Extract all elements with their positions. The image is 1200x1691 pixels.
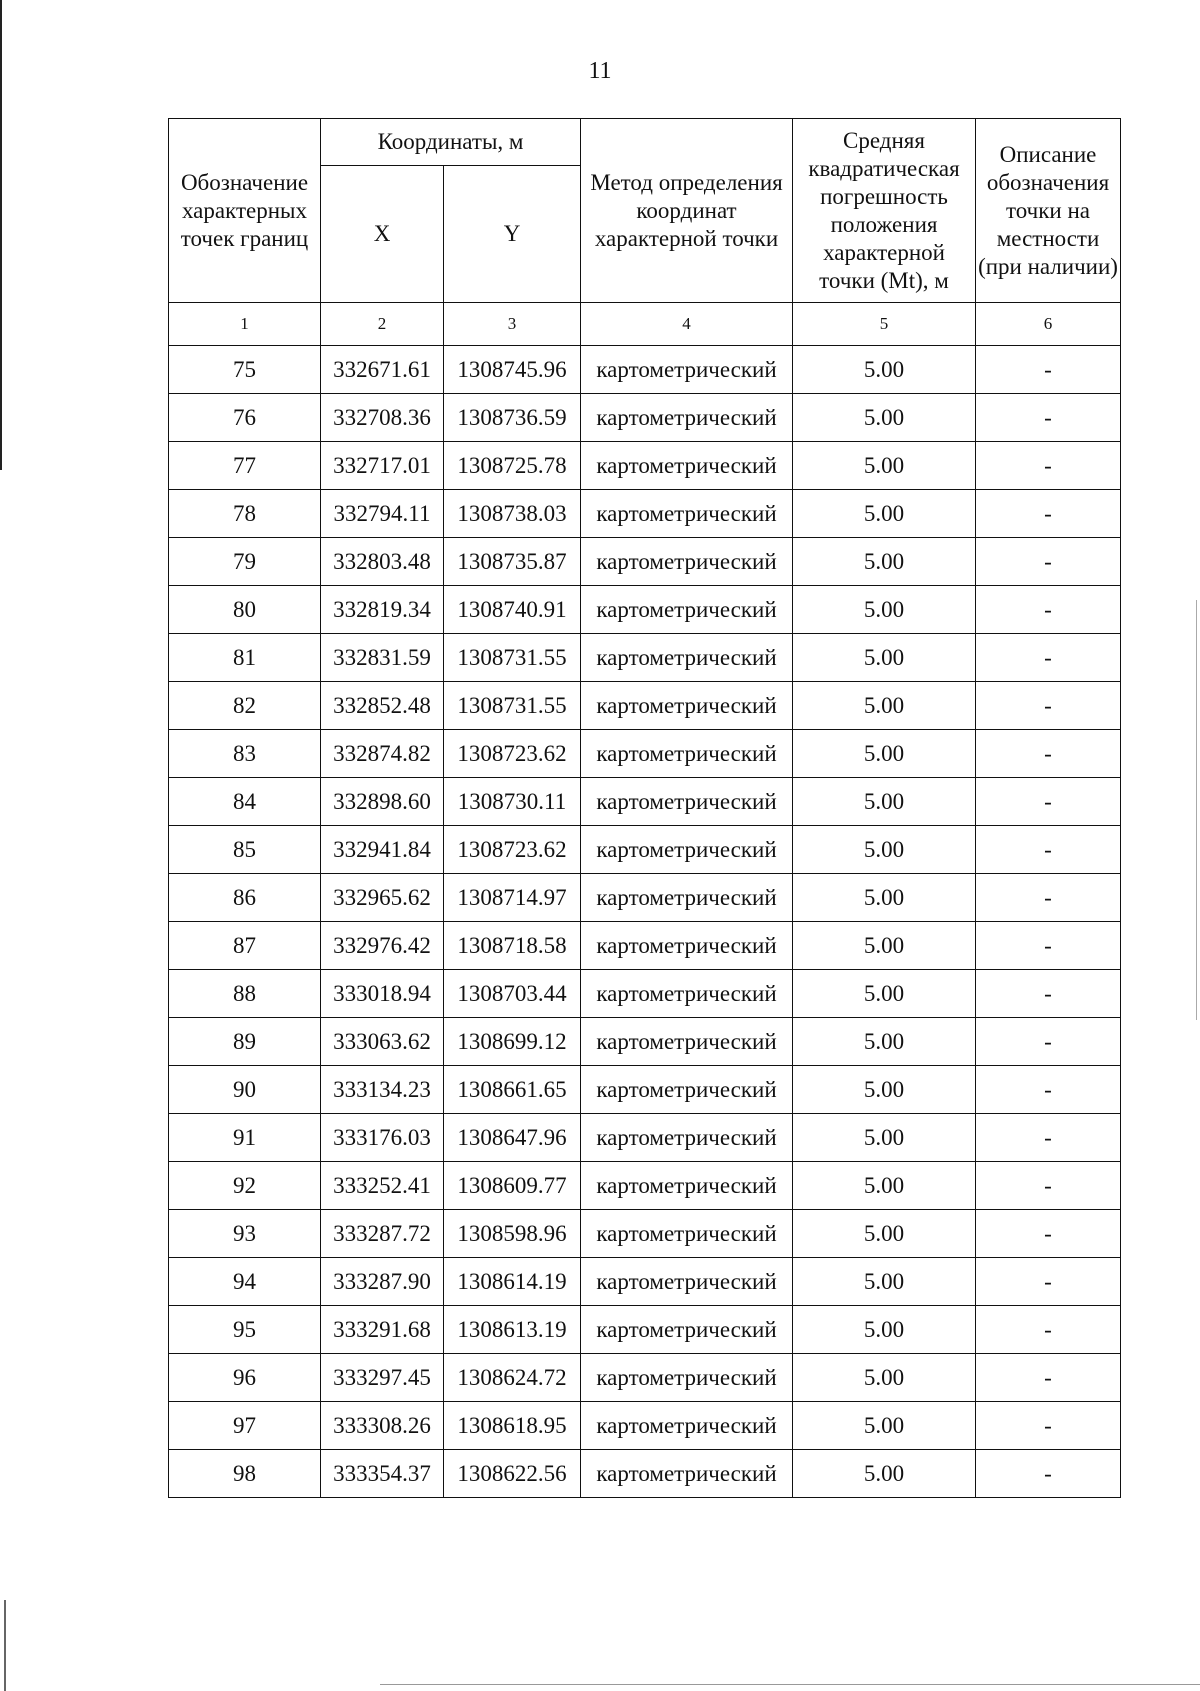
header-x: X xyxy=(321,166,444,303)
mean-error-cell: 5.00 xyxy=(793,874,976,922)
point-number-cell: 93 xyxy=(169,1210,321,1258)
description-cell: - xyxy=(976,682,1121,730)
mean-error-cell: 5.00 xyxy=(793,730,976,778)
method-cell: картометрический xyxy=(581,922,793,970)
x-coordinate-cell: 333354.37 xyxy=(321,1450,444,1498)
point-number-cell: 75 xyxy=(169,346,321,394)
x-coordinate-cell: 333308.26 xyxy=(321,1402,444,1450)
description-cell: - xyxy=(976,634,1121,682)
mean-error-cell: 5.00 xyxy=(793,346,976,394)
x-coordinate-cell: 333291.68 xyxy=(321,1306,444,1354)
y-coordinate-cell: 1308703.44 xyxy=(444,970,581,1018)
description-cell: - xyxy=(976,874,1121,922)
mean-error-cell: 5.00 xyxy=(793,1306,976,1354)
method-cell: картометрический xyxy=(581,1354,793,1402)
table-row xyxy=(169,970,1121,1018)
mean-error-cell: 5.00 xyxy=(793,970,976,1018)
header-mean-error: Средняя квадратическая погрешность положения характерной точки (Mt), м xyxy=(793,119,976,303)
point-number-cell: 88 xyxy=(169,970,321,1018)
table-body xyxy=(169,346,1121,1498)
point-number-cell: 91 xyxy=(169,1114,321,1162)
header-coordinates: Координаты, м xyxy=(321,119,581,166)
table-row xyxy=(169,874,1121,922)
table-row xyxy=(169,922,1121,970)
table-row xyxy=(169,538,1121,586)
method-cell: картометрический xyxy=(581,1258,793,1306)
mean-error-cell: 5.00 xyxy=(793,1354,976,1402)
y-coordinate-cell: 1308622.56 xyxy=(444,1450,581,1498)
table-row xyxy=(169,586,1121,634)
y-coordinate-cell: 1308598.96 xyxy=(444,1210,581,1258)
table-row xyxy=(169,682,1121,730)
description-cell: - xyxy=(976,346,1121,394)
x-coordinate-cell: 332717.01 xyxy=(321,442,444,490)
y-coordinate-cell: 1308613.19 xyxy=(444,1306,581,1354)
table-row xyxy=(169,634,1121,682)
point-number-cell: 76 xyxy=(169,394,321,442)
point-number-cell: 97 xyxy=(169,1402,321,1450)
description-cell: - xyxy=(976,778,1121,826)
x-coordinate-cell: 332671.61 xyxy=(321,346,444,394)
x-coordinate-cell: 333063.62 xyxy=(321,1018,444,1066)
x-coordinate-cell: 332941.84 xyxy=(321,826,444,874)
method-cell: картометрический xyxy=(581,346,793,394)
method-cell: картометрический xyxy=(581,1210,793,1258)
scan-edge-left-lower xyxy=(4,1600,6,1691)
method-cell: картометрический xyxy=(581,394,793,442)
method-cell: картометрический xyxy=(581,778,793,826)
description-cell: - xyxy=(976,922,1121,970)
method-cell: картометрический xyxy=(581,1018,793,1066)
method-cell: картометрический xyxy=(581,1450,793,1498)
column-number: 3 xyxy=(444,303,581,346)
table-row xyxy=(169,490,1121,538)
method-cell: картометрический xyxy=(581,1114,793,1162)
description-cell: - xyxy=(976,1210,1121,1258)
table-row xyxy=(169,1114,1121,1162)
x-coordinate-cell: 332852.48 xyxy=(321,682,444,730)
header-y: Y xyxy=(444,166,581,303)
scan-edge-right xyxy=(1196,600,1197,1020)
table-row xyxy=(169,730,1121,778)
table-row xyxy=(169,1162,1121,1210)
y-coordinate-cell: 1308618.95 xyxy=(444,1402,581,1450)
mean-error-cell: 5.00 xyxy=(793,1402,976,1450)
method-cell: картометрический xyxy=(581,682,793,730)
x-coordinate-cell: 333297.45 xyxy=(321,1354,444,1402)
column-numbers-row xyxy=(169,303,1121,346)
y-coordinate-cell: 1308723.62 xyxy=(444,826,581,874)
y-coordinate-cell: 1308736.59 xyxy=(444,394,581,442)
point-number-cell: 79 xyxy=(169,538,321,586)
description-cell: - xyxy=(976,1402,1121,1450)
x-coordinate-cell: 333176.03 xyxy=(321,1114,444,1162)
y-coordinate-cell: 1308718.58 xyxy=(444,922,581,970)
mean-error-cell: 5.00 xyxy=(793,922,976,970)
mean-error-cell: 5.00 xyxy=(793,538,976,586)
mean-error-cell: 5.00 xyxy=(793,1066,976,1114)
y-coordinate-cell: 1308745.96 xyxy=(444,346,581,394)
method-cell: картометрический xyxy=(581,442,793,490)
x-coordinate-cell: 333287.90 xyxy=(321,1258,444,1306)
scan-edge-bottom xyxy=(380,1684,1200,1685)
mean-error-cell: 5.00 xyxy=(793,682,976,730)
table-row xyxy=(169,1306,1121,1354)
y-coordinate-cell: 1308731.55 xyxy=(444,682,581,730)
x-coordinate-cell: 332803.48 xyxy=(321,538,444,586)
column-number: 4 xyxy=(581,303,793,346)
column-number: 1 xyxy=(169,303,321,346)
method-cell: картометрический xyxy=(581,730,793,778)
method-cell: картометрический xyxy=(581,874,793,922)
mean-error-cell: 5.00 xyxy=(793,1162,976,1210)
description-cell: - xyxy=(976,586,1121,634)
y-coordinate-cell: 1308723.62 xyxy=(444,730,581,778)
header-point-designation: Обозначение характерных точек границ xyxy=(169,119,321,303)
description-cell: - xyxy=(976,490,1121,538)
description-cell: - xyxy=(976,1018,1121,1066)
point-number-cell: 85 xyxy=(169,826,321,874)
y-coordinate-cell: 1308647.96 xyxy=(444,1114,581,1162)
table-row xyxy=(169,1210,1121,1258)
mean-error-cell: 5.00 xyxy=(793,1210,976,1258)
table-row xyxy=(169,442,1121,490)
description-cell: - xyxy=(976,1162,1121,1210)
point-number-cell: 98 xyxy=(169,1450,321,1498)
mean-error-cell: 5.00 xyxy=(793,394,976,442)
table-row xyxy=(169,1354,1121,1402)
point-number-cell: 82 xyxy=(169,682,321,730)
point-number-cell: 77 xyxy=(169,442,321,490)
x-coordinate-cell: 332831.59 xyxy=(321,634,444,682)
x-coordinate-cell: 333287.72 xyxy=(321,1210,444,1258)
y-coordinate-cell: 1308731.55 xyxy=(444,634,581,682)
x-coordinate-cell: 332874.82 xyxy=(321,730,444,778)
y-coordinate-cell: 1308624.72 xyxy=(444,1354,581,1402)
x-coordinate-cell: 333018.94 xyxy=(321,970,444,1018)
description-cell: - xyxy=(976,826,1121,874)
y-coordinate-cell: 1308714.97 xyxy=(444,874,581,922)
table-row xyxy=(169,1066,1121,1114)
table-row xyxy=(169,778,1121,826)
mean-error-cell: 5.00 xyxy=(793,778,976,826)
mean-error-cell: 5.00 xyxy=(793,1258,976,1306)
point-number-cell: 95 xyxy=(169,1306,321,1354)
coordinates-table xyxy=(168,118,1121,1498)
column-number: 6 xyxy=(976,303,1121,346)
column-number: 5 xyxy=(793,303,976,346)
method-cell: картометрический xyxy=(581,586,793,634)
mean-error-cell: 5.00 xyxy=(793,634,976,682)
mean-error-cell: 5.00 xyxy=(793,1450,976,1498)
x-coordinate-cell: 333134.23 xyxy=(321,1066,444,1114)
method-cell: картометрический xyxy=(581,1066,793,1114)
description-cell: - xyxy=(976,538,1121,586)
point-number-cell: 89 xyxy=(169,1018,321,1066)
description-cell: - xyxy=(976,1258,1121,1306)
x-coordinate-cell: 333252.41 xyxy=(321,1162,444,1210)
point-number-cell: 87 xyxy=(169,922,321,970)
method-cell: картометрический xyxy=(581,1402,793,1450)
description-cell: - xyxy=(976,1066,1121,1114)
method-cell: картометрический xyxy=(581,1162,793,1210)
y-coordinate-cell: 1308735.87 xyxy=(444,538,581,586)
point-number-cell: 84 xyxy=(169,778,321,826)
mean-error-cell: 5.00 xyxy=(793,442,976,490)
table-row xyxy=(169,826,1121,874)
mean-error-cell: 5.00 xyxy=(793,490,976,538)
point-number-cell: 86 xyxy=(169,874,321,922)
description-cell: - xyxy=(976,1114,1121,1162)
description-cell: - xyxy=(976,730,1121,778)
y-coordinate-cell: 1308738.03 xyxy=(444,490,581,538)
mean-error-cell: 5.00 xyxy=(793,1114,976,1162)
y-coordinate-cell: 1308609.77 xyxy=(444,1162,581,1210)
method-cell: картометрический xyxy=(581,490,793,538)
mean-error-cell: 5.00 xyxy=(793,1018,976,1066)
table-row xyxy=(169,346,1121,394)
x-coordinate-cell: 332898.60 xyxy=(321,778,444,826)
y-coordinate-cell: 1308730.11 xyxy=(444,778,581,826)
method-cell: картометрический xyxy=(581,970,793,1018)
header-description: Описание обозначения точки на местности (при наличии) xyxy=(976,119,1121,303)
method-cell: картометрический xyxy=(581,826,793,874)
point-number-cell: 78 xyxy=(169,490,321,538)
method-cell: картометрический xyxy=(581,1306,793,1354)
y-coordinate-cell: 1308725.78 xyxy=(444,442,581,490)
mean-error-cell: 5.00 xyxy=(793,586,976,634)
x-coordinate-cell: 332794.11 xyxy=(321,490,444,538)
page-number: 11 xyxy=(588,58,612,84)
x-coordinate-cell: 332819.34 xyxy=(321,586,444,634)
y-coordinate-cell: 1308740.91 xyxy=(444,586,581,634)
y-coordinate-cell: 1308614.19 xyxy=(444,1258,581,1306)
table-row xyxy=(169,1258,1121,1306)
description-cell: - xyxy=(976,970,1121,1018)
point-number-cell: 80 xyxy=(169,586,321,634)
y-coordinate-cell: 1308699.12 xyxy=(444,1018,581,1066)
point-number-cell: 96 xyxy=(169,1354,321,1402)
x-coordinate-cell: 332965.62 xyxy=(321,874,444,922)
description-cell: - xyxy=(976,1450,1121,1498)
description-cell: - xyxy=(976,1354,1121,1402)
method-cell: картометрический xyxy=(581,634,793,682)
table-row xyxy=(169,394,1121,442)
table-row xyxy=(169,1450,1121,1498)
y-coordinate-cell: 1308661.65 xyxy=(444,1066,581,1114)
x-coordinate-cell: 332708.36 xyxy=(321,394,444,442)
method-cell: картометрический xyxy=(581,538,793,586)
point-number-cell: 94 xyxy=(169,1258,321,1306)
point-number-cell: 92 xyxy=(169,1162,321,1210)
description-cell: - xyxy=(976,442,1121,490)
description-cell: - xyxy=(976,1306,1121,1354)
mean-error-cell: 5.00 xyxy=(793,826,976,874)
point-number-cell: 81 xyxy=(169,634,321,682)
x-coordinate-cell: 332976.42 xyxy=(321,922,444,970)
column-number: 2 xyxy=(321,303,444,346)
point-number-cell: 83 xyxy=(169,730,321,778)
description-cell: - xyxy=(976,394,1121,442)
point-number-cell: 90 xyxy=(169,1066,321,1114)
header-method: Метод определения координат характерной точки xyxy=(581,119,793,303)
table-row xyxy=(169,1402,1121,1450)
table-row xyxy=(169,1018,1121,1066)
